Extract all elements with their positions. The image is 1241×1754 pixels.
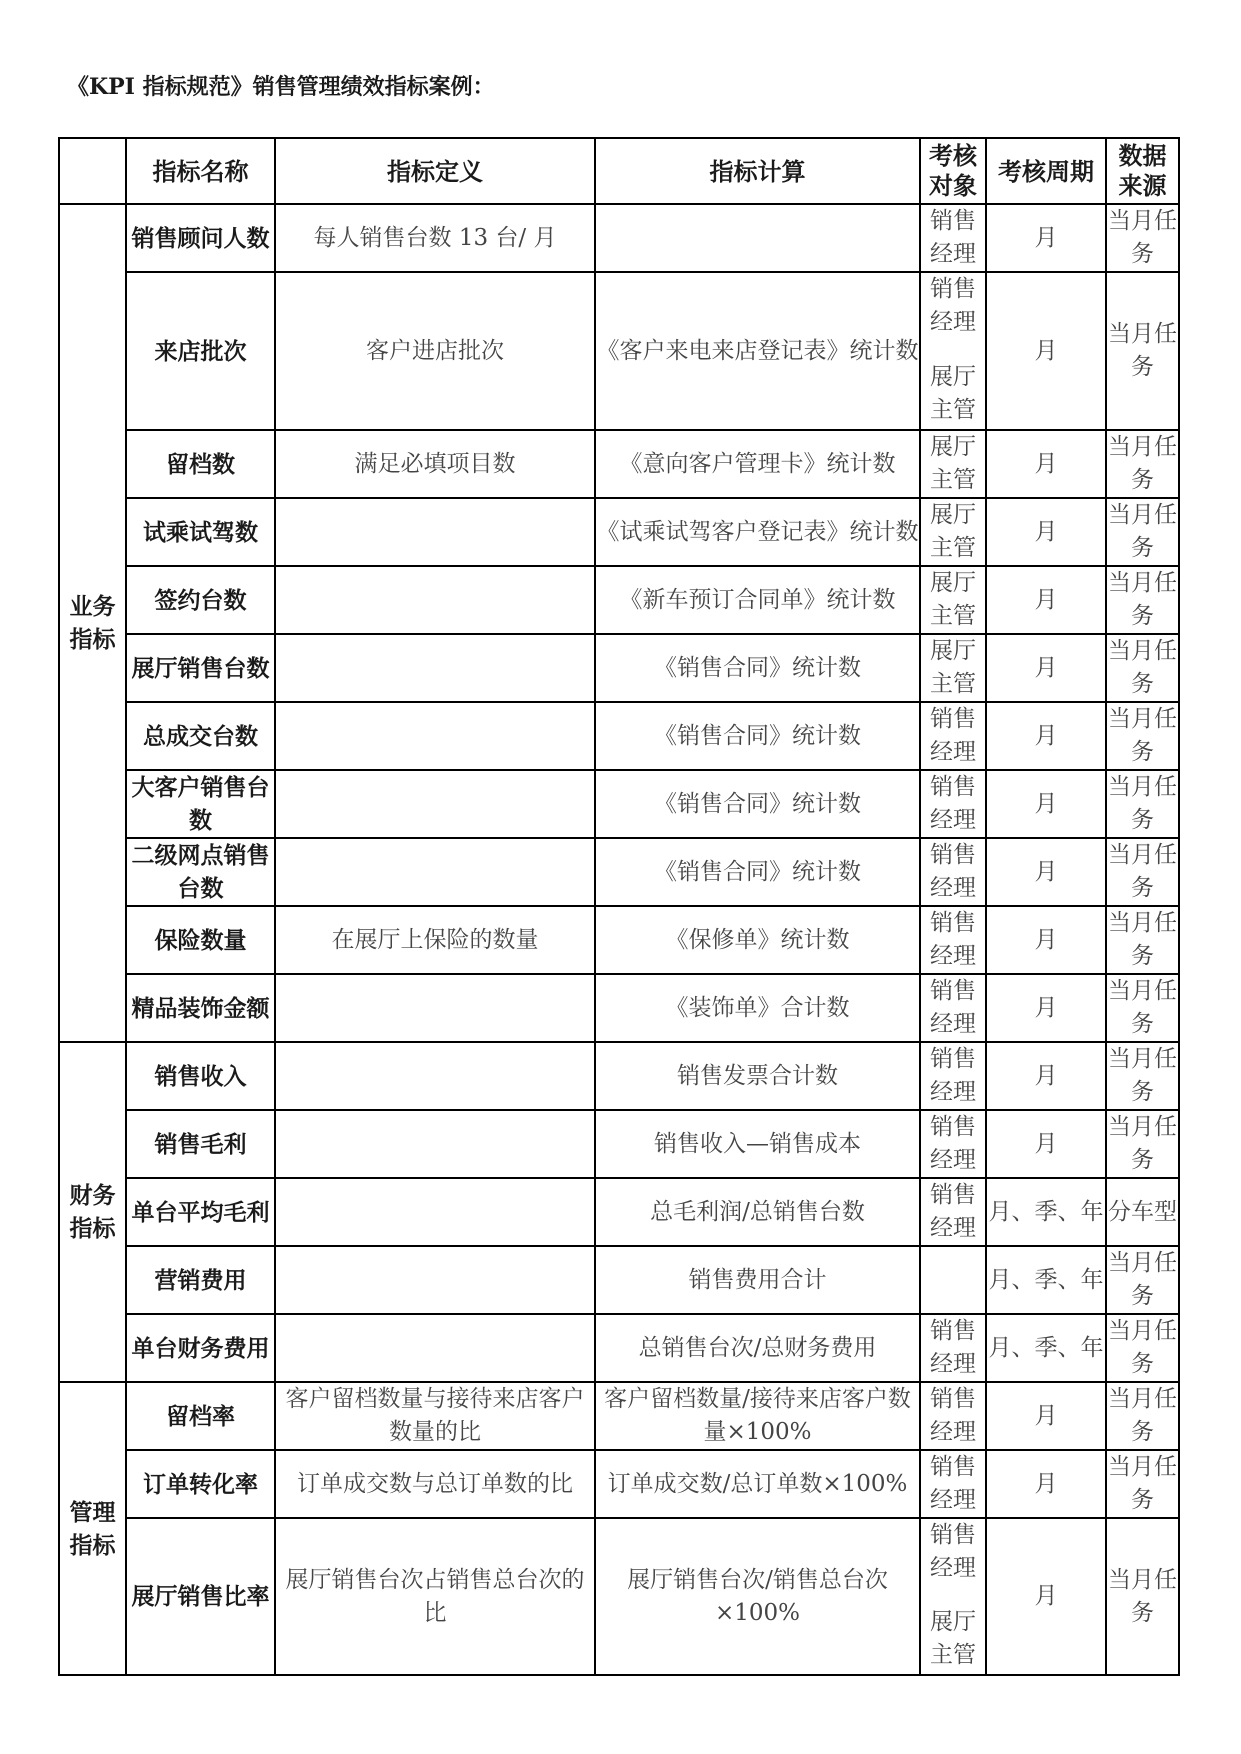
- assessment-object-secondary: 展厅主管: [930, 364, 976, 423]
- indicator-calculation: 《销售合同》统计数: [595, 634, 920, 702]
- indicator-definition: [275, 566, 595, 634]
- data-source: 当月任务: [1106, 634, 1179, 702]
- data-source: 当月任务: [1106, 1314, 1179, 1382]
- indicator-calculation: 展厅销售台次/销售总台次×100%: [595, 1518, 920, 1675]
- assessment-object: 销售经理: [920, 1178, 986, 1246]
- table-row: [59, 1314, 1179, 1382]
- data-source: 当月任务: [1106, 1450, 1179, 1518]
- indicator-calculation: 《客户来电来店登记表》统计数: [595, 272, 920, 430]
- data-source: 当月任务: [1106, 204, 1179, 272]
- assessment-object: 销售经理: [920, 1450, 986, 1518]
- assessment-object: 销售经理: [920, 974, 986, 1042]
- assessment-object: 销售经理: [920, 702, 986, 770]
- indicator-name: 总成交台数: [126, 702, 275, 770]
- table-row: [59, 566, 1179, 634]
- assessment-object: 销售经理: [920, 838, 986, 906]
- indicator-name: 销售毛利: [126, 1110, 275, 1178]
- indicator-calculation: 销售发票合计数: [595, 1042, 920, 1110]
- indicator-definition: 客户进店批次: [275, 272, 595, 430]
- assessment-object: 销售经理: [920, 906, 986, 974]
- assessment-object: 销售经理: [920, 1110, 986, 1178]
- assessment-cycle: 月、季、年: [986, 1246, 1106, 1314]
- assessment-object: 销售经理: [920, 1314, 986, 1382]
- indicator-definition: 展厅销售台次占销售总台次的比: [275, 1518, 595, 1675]
- data-source: 当月任务: [1106, 1382, 1179, 1450]
- assessment-cycle: 月: [986, 906, 1106, 974]
- data-source: 当月任务: [1106, 838, 1179, 906]
- indicator-definition: [275, 1314, 595, 1382]
- table-row: [59, 838, 1179, 906]
- assessment-object: 销售经理: [920, 770, 986, 838]
- indicator-calculation: 订单成交数/总订单数×100%: [595, 1450, 920, 1518]
- table-row: [59, 430, 1179, 498]
- indicator-name: 展厅销售比率: [126, 1518, 275, 1675]
- table-row: [59, 1178, 1179, 1246]
- indicator-calculation: 《意向客户管理卡》统计数: [595, 430, 920, 498]
- assessment-cycle: 月: [986, 1518, 1106, 1675]
- indicator-calculation: [595, 204, 920, 272]
- indicator-definition: [275, 770, 595, 838]
- data-source: 当月任务: [1106, 566, 1179, 634]
- header-name: 指标名称: [126, 138, 275, 204]
- table-row: [59, 1042, 1179, 1110]
- assessment-cycle: 月: [986, 430, 1106, 498]
- assessment-cycle: 月: [986, 634, 1106, 702]
- assessment-cycle: 月: [986, 498, 1106, 566]
- assessment-object: [920, 272, 986, 430]
- indicator-name: 销售顾问人数: [126, 204, 275, 272]
- indicator-name: 订单转化率: [126, 1450, 275, 1518]
- table-row: [59, 770, 1179, 838]
- table-row: [59, 204, 1179, 272]
- data-source: 当月任务: [1106, 770, 1179, 838]
- indicator-calculation: 《销售合同》统计数: [595, 838, 920, 906]
- indicator-definition: [275, 634, 595, 702]
- table-row: [59, 272, 1179, 430]
- table-row: [59, 498, 1179, 566]
- assessment-cycle: 月: [986, 770, 1106, 838]
- data-source: 当月任务: [1106, 1246, 1179, 1314]
- indicator-calculation: 《保修单》统计数: [595, 906, 920, 974]
- indicator-calculation: 销售收入—销售成本: [595, 1110, 920, 1178]
- header-cycle: 考核周期: [986, 138, 1106, 204]
- table-row: [59, 906, 1179, 974]
- indicator-name: 精品装饰金额: [126, 974, 275, 1042]
- indicator-definition: 满足必填项目数: [275, 430, 595, 498]
- assessment-object: 销售经理: [920, 1042, 986, 1110]
- indicator-name: 二级网点销售台数: [126, 838, 275, 906]
- indicator-name: 留档数: [126, 430, 275, 498]
- indicator-name: 来店批次: [126, 272, 275, 430]
- header-calculation: 指标计算: [595, 138, 920, 204]
- assessment-object: 销售经理: [920, 1382, 986, 1450]
- data-source: 当月任务: [1106, 1518, 1179, 1675]
- indicator-calculation: 《装饰单》合计数: [595, 974, 920, 1042]
- indicator-definition: [275, 1110, 595, 1178]
- indicator-calculation: 总毛利润/总销售台数: [595, 1178, 920, 1246]
- indicator-name: 留档率: [126, 1382, 275, 1450]
- assessment-cycle: 月: [986, 702, 1106, 770]
- category-management: 管理指标: [59, 1382, 126, 1675]
- indicator-definition: 客户留档数量与接待来店客户数量的比: [275, 1382, 595, 1450]
- data-source: 当月任务: [1106, 906, 1179, 974]
- data-source: 当月任务: [1106, 498, 1179, 566]
- table-row: [59, 634, 1179, 702]
- data-source: 当月任务: [1106, 974, 1179, 1042]
- indicator-definition: [275, 974, 595, 1042]
- assessment-object-primary: 销售经理: [930, 276, 976, 335]
- indicator-name: 销售收入: [126, 1042, 275, 1110]
- table-row: [59, 702, 1179, 770]
- indicator-definition: [275, 1042, 595, 1110]
- indicator-name: 展厅销售台数: [126, 634, 275, 702]
- assessment-cycle: 月: [986, 566, 1106, 634]
- assessment-object-secondary: 展厅主管: [930, 1609, 976, 1668]
- kpi-table: [58, 137, 1180, 1676]
- assessment-object: 展厅主管: [920, 498, 986, 566]
- indicator-definition: 每人销售台数 13 台/ 月: [275, 204, 595, 272]
- table-row: [59, 1450, 1179, 1518]
- table-row: [59, 974, 1179, 1042]
- assessment-object: 展厅主管: [920, 430, 986, 498]
- assessment-cycle: 月: [986, 272, 1106, 430]
- indicator-calculation: 客户留档数量/接待来店客户数量×100%: [595, 1382, 920, 1450]
- indicator-definition: [275, 1178, 595, 1246]
- assessment-object: [920, 1518, 986, 1675]
- header-category: [59, 138, 126, 204]
- indicator-name: 试乘试驾数: [126, 498, 275, 566]
- table-row: [59, 1246, 1179, 1314]
- indicator-name: 签约台数: [126, 566, 275, 634]
- assessment-cycle: 月: [986, 1042, 1106, 1110]
- indicator-definition: 在展厅上保险的数量: [275, 906, 595, 974]
- assessment-cycle: 月: [986, 838, 1106, 906]
- assessment-cycle: 月: [986, 1382, 1106, 1450]
- data-source: 分车型: [1106, 1178, 1179, 1246]
- assessment-cycle: 月: [986, 974, 1106, 1042]
- header-row: [59, 138, 1179, 204]
- data-source: 当月任务: [1106, 272, 1179, 430]
- indicator-definition: [275, 838, 595, 906]
- table-row: [59, 1518, 1179, 1675]
- indicator-calculation: 总销售台次/总财务费用: [595, 1314, 920, 1382]
- indicator-name: 大客户销售台数: [126, 770, 275, 838]
- indicator-calculation: 销售费用合计: [595, 1246, 920, 1314]
- indicator-name: 单台财务费用: [126, 1314, 275, 1382]
- header-definition: 指标定义: [275, 138, 595, 204]
- indicator-name: 保险数量: [126, 906, 275, 974]
- indicator-definition: [275, 702, 595, 770]
- table-row: [59, 1382, 1179, 1450]
- assessment-object: 展厅主管: [920, 634, 986, 702]
- header-object: 考核对象: [920, 138, 986, 204]
- assessment-object: 展厅主管: [920, 566, 986, 634]
- indicator-calculation: 《试乘试驾客户登记表》统计数: [595, 498, 920, 566]
- header-source: 数据来源: [1106, 138, 1179, 204]
- document-title: 《KPI 指标规范》销售管理绩效指标案例：: [67, 74, 495, 100]
- category-business: 业务指标: [59, 204, 126, 1042]
- indicator-definition: 订单成交数与总订单数的比: [275, 1450, 595, 1518]
- indicator-definition: [275, 498, 595, 566]
- assessment-cycle: 月、季、年: [986, 1314, 1106, 1382]
- assessment-object: 销售经理: [920, 204, 986, 272]
- assessment-cycle: 月: [986, 1110, 1106, 1178]
- assessment-cycle: 月、季、年: [986, 1178, 1106, 1246]
- indicator-name: 营销费用: [126, 1246, 275, 1314]
- indicator-definition: [275, 1246, 595, 1314]
- data-source: 当月任务: [1106, 702, 1179, 770]
- category-finance: 财务指标: [59, 1042, 126, 1382]
- indicator-name: 单台平均毛利: [126, 1178, 275, 1246]
- data-source: 当月任务: [1106, 430, 1179, 498]
- assessment-object-primary: 销售经理: [930, 1522, 976, 1581]
- assessment-cycle: 月: [986, 204, 1106, 272]
- indicator-calculation: 《销售合同》统计数: [595, 770, 920, 838]
- assessment-object: [920, 1246, 986, 1314]
- indicator-calculation: 《新车预订合同单》统计数: [595, 566, 920, 634]
- indicator-calculation: 《销售合同》统计数: [595, 702, 920, 770]
- table-row: [59, 1110, 1179, 1178]
- data-source: 当月任务: [1106, 1042, 1179, 1110]
- assessment-cycle: 月: [986, 1450, 1106, 1518]
- data-source: 当月任务: [1106, 1110, 1179, 1178]
